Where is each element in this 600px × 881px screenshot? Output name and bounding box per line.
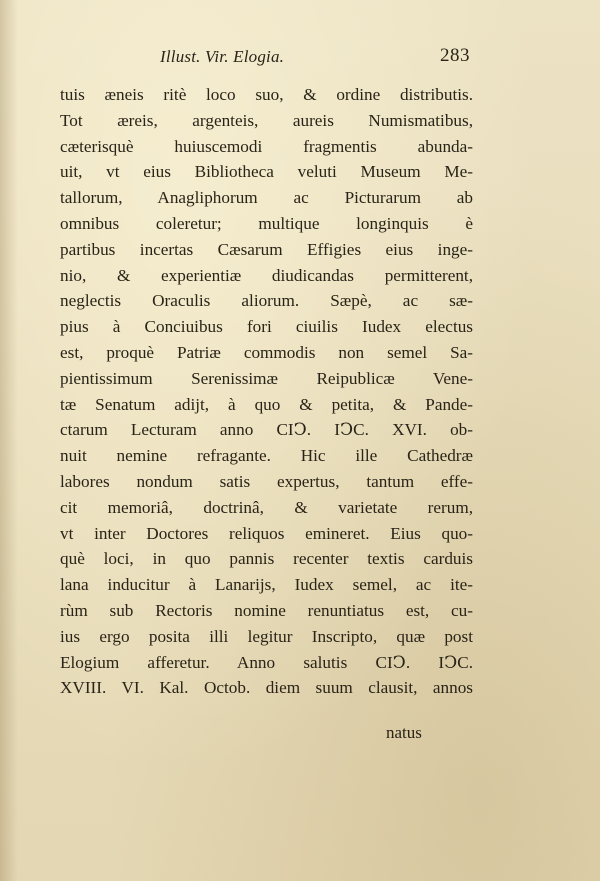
text-line: vt inter Doctores reliquos emineret. Eius quo- [60,523,473,543]
text-line: cit memoriâ, doctrinâ, & varietate rerum, [60,497,473,517]
text-line: est, proquè Patriæ commodis non semel Sa- [60,342,473,362]
text-line: Tot æreis, argenteis, aureis Numismatibus, [60,110,473,130]
text-line: XVIII. VI. Kal. Octob. diem suum clausit, annos [60,678,473,698]
text-line: Elogium afferetur. Anno salutis CIↃ. IↃC. [60,652,473,672]
text-line: lana inducitur à Lanarijs, Iudex semel, ac ite- [60,575,473,595]
page-number: 283 [440,45,470,66]
text-line: cæterisquè huiuscemodi fragmentis abunda- [60,136,473,156]
text-line: tallorum, Anagliphorum ac Picturarum ab [60,188,473,208]
body-text [60,82,473,701]
text-line: neglectis Oraculis aliorum. Sæpè, ac sæ- [60,291,473,311]
text-line: partibus incertas Cæsarum Effigies eius inge- [60,239,473,259]
catchword: natus [386,723,422,742]
text-line: nuit nemine refragante. Hic ille Cathedræ [60,446,473,466]
text-line: nio, & experientiæ diudicandas permitterent, [60,265,473,285]
text-line: pius à Conciuibus fori ciuilis Iudex electus [60,317,473,337]
page-gutter-shadow [0,0,18,881]
text-line: tæ Senatum adijt, à quo & petita, & Pande- [60,394,473,414]
text-line: ius ergo posita illi legitur Inscripto, quæ post [60,626,473,646]
text-line: tuis æneis ritè loco suo, & ordine distributis. [60,85,473,104]
text-line: uit, vt eius Bibliotheca veluti Museum Me- [60,162,473,182]
running-title: Illust. Vir. Elogia. [160,47,285,66]
text-line: omnibus coleretur; multique longinquis è [60,213,473,233]
text-line: ctarum Lecturam anno CIↃ. IↃC. XVI. ob- [60,420,473,440]
text-line: pientissimum Serenissimæ Reipublicæ Vene- [60,368,473,388]
text-line: què loci, in quo pannis recenter textis carduis [60,549,473,569]
text-line: rùm sub Rectoris nomine renuntiatus est, cu- [60,600,473,620]
running-head [160,47,470,73]
text-line: labores nondum satis expertus, tantum effe- [60,471,473,491]
